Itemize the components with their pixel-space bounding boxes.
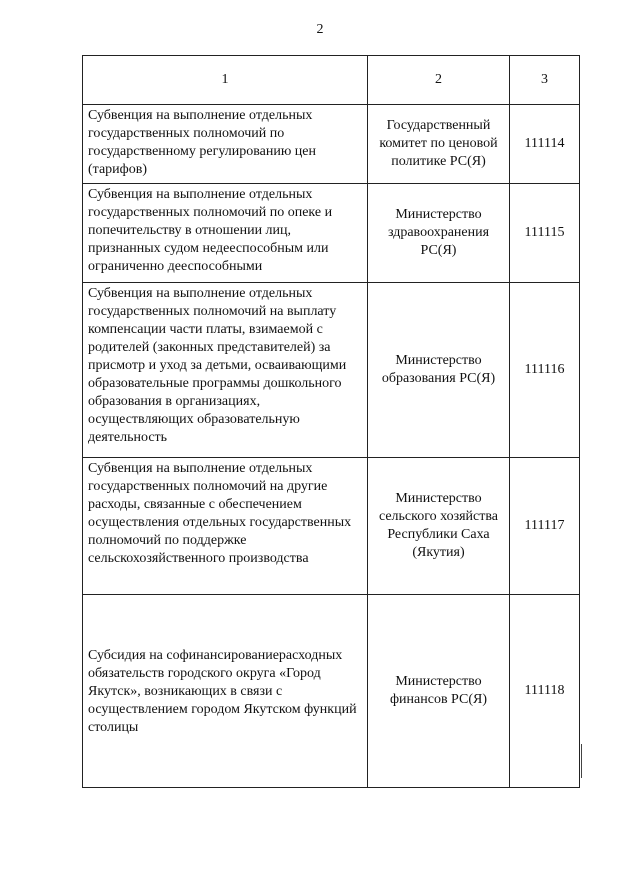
scan-artifact-line [581,744,582,778]
table-header-row [83,56,580,105]
row-code: 111117 [510,458,580,595]
row-description: Субвенция на выполнение отдельных государственных полномочий на выплату компенсации части платы, взимаемой с родителей (законных представителей) за присмотр и уход за детьми, осваивающими образовательные программы дошкольного образования в организациях, осуществляющих образовательную деятельность [83,283,368,458]
row-organization: Министерство образования РС(Я) [368,283,510,458]
row-description: Субвенция на выполнение отдельных государственных полномочий по опеке и попечительству в отношении лиц, признанных судом недееспособным или ограниченно дееспособными [83,184,368,283]
column-header-3: 3 [510,56,580,105]
budget-table [82,55,580,788]
row-description: Субвенция на выполнение отдельных государственных полномочий по государственному регулированию цен (тарифов) [83,105,368,184]
row-organization: Министерство финансов РС(Я) [368,595,510,788]
table-row [83,283,580,458]
table-row [83,184,580,283]
table-row [83,105,580,184]
table-row [83,458,580,595]
column-header-2: 2 [368,56,510,105]
row-code: 111116 [510,283,580,458]
row-organization: Государственный комитет по ценовой политике РС(Я) [368,105,510,184]
row-description: Субвенция на выполнение отдельных государственных полномочий на другие расходы, связанные с обеспечением осуществления отдельных государственных полномочий по поддержке сельскохозяйственного производства [83,458,368,595]
row-description: Субсидия на софинансированиерасходных обязательств городского округа «Город Якутск», возникающих в связи с осуществлением городом Якутском функций столицы [83,595,368,788]
row-organization: Министерство здравоохранения РС(Я) [368,184,510,283]
row-organization: Министерство сельского хозяйства Республики Саха (Якутия) [368,458,510,595]
table-row [83,595,580,788]
row-code: 111118 [510,595,580,788]
page-number: 2 [316,22,324,37]
column-header-1: 1 [83,56,368,105]
row-code: 111115 [510,184,580,283]
row-code: 111114 [510,105,580,184]
